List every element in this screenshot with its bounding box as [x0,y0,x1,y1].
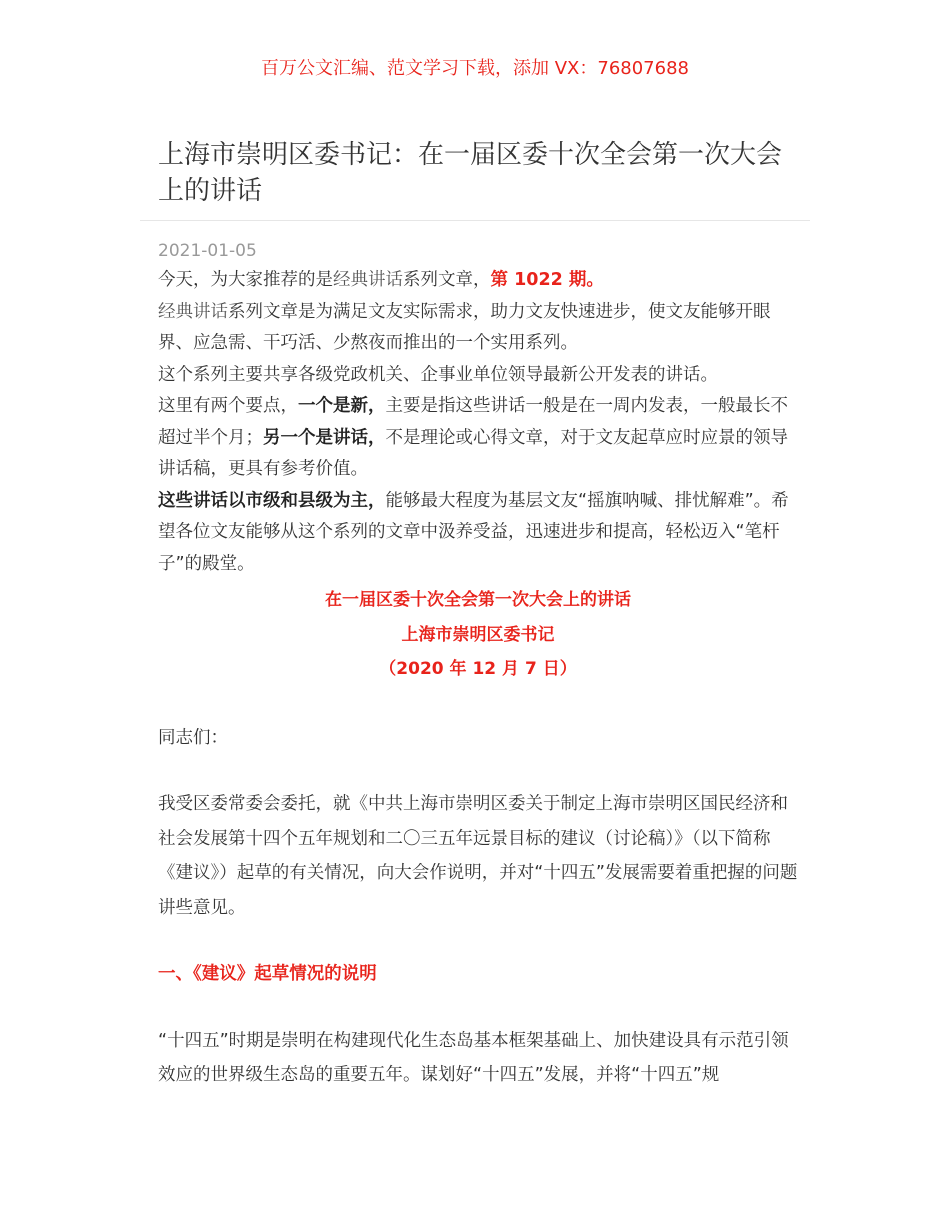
speech-title: 在一届区委十次全会第一次大会上的讲话 [325,590,631,610]
intro-paragraph-5 [158,486,798,581]
section-heading-1: 一、《建议》起草情况的说明 [158,964,377,984]
title-divider [140,220,810,221]
intro-text: 今天，为大家推荐的是 [158,270,333,290]
point-level: 这些讲话以市级和县级为主， [158,490,386,511]
intro-text: 不是理论或心得文章，对于文友起草应时应景的领导讲话稿，更具有参考价值。 [158,427,788,479]
issue-number: 第 1022 期。 [490,270,604,290]
series-name: 经典讲话 [333,270,403,290]
article-title: 上海市崇明区委书记：在一届区委十次全会第一次大会上的讲话 [158,140,783,206]
promo-banner: 百万公文汇编、范文学习下载，添加 VX：76807688 [261,58,689,79]
point-new: 一个是新， [298,396,386,416]
intro-text: 系列文章是为满足文友实际需求，助力文友快速进步，使文友能够开眼界、应急需、干巧活、少熬夜而推出的一个实用系列。 [158,301,771,353]
article-body [158,265,798,1093]
speech-header [158,580,798,687]
speech-paragraph-1: 我受区委常委会委托，就《中共上海市崇明区委关于制定上海市崇明区国民经济和社会发展第十四个五年规划和二〇三五年远景目标的建议（讨论稿）》（以下简称《建议》）起草的有关情况，向大会作说明，并对“十四五”发展需要着重把握的问题讲些意见。 [158,794,798,918]
intro-text: 系列文章， [403,270,491,290]
speech-greeting: 同志们： [158,727,228,748]
speech-paragraph-2: “十四五”时期是崇明在构建现代化生态岛基本框架基础上、加快建设具有示范引领效应的世界级生态岛的重要五年。谋划好“十四五”发展，并将“十四五”规 [158,1030,789,1085]
intro-paragraph-3: 这个系列主要共享各级党政机关、企事业单位领导最新公开发表的讲话。 [158,364,718,385]
publish-date: 2021-01-05 [158,241,257,261]
intro-text: 这里有两个要点， [158,396,298,416]
intro-paragraph-2 [158,297,798,360]
intro-text: 主要是指这些讲话一般是在一周内发表，一般最长不超过半个月； [158,396,788,448]
point-speech: 另一个是讲话， [263,427,386,448]
intro-text: 能够最大程度为基层文友“摇旗呐喊、排忧解难”。希望各位文友能够从这个系列的文章中汲养受益，迅速进步和提高，轻松迈入“笔杆子”的殿堂。 [158,490,789,574]
speech-date: （2020 年 12 月 7 日） [379,659,577,679]
intro-paragraph-1 [158,265,798,297]
series-name: 经典讲话 [158,301,228,322]
speech-speaker: 上海市崇明区委书记 [401,624,555,645]
intro-paragraph-4 [158,391,798,486]
